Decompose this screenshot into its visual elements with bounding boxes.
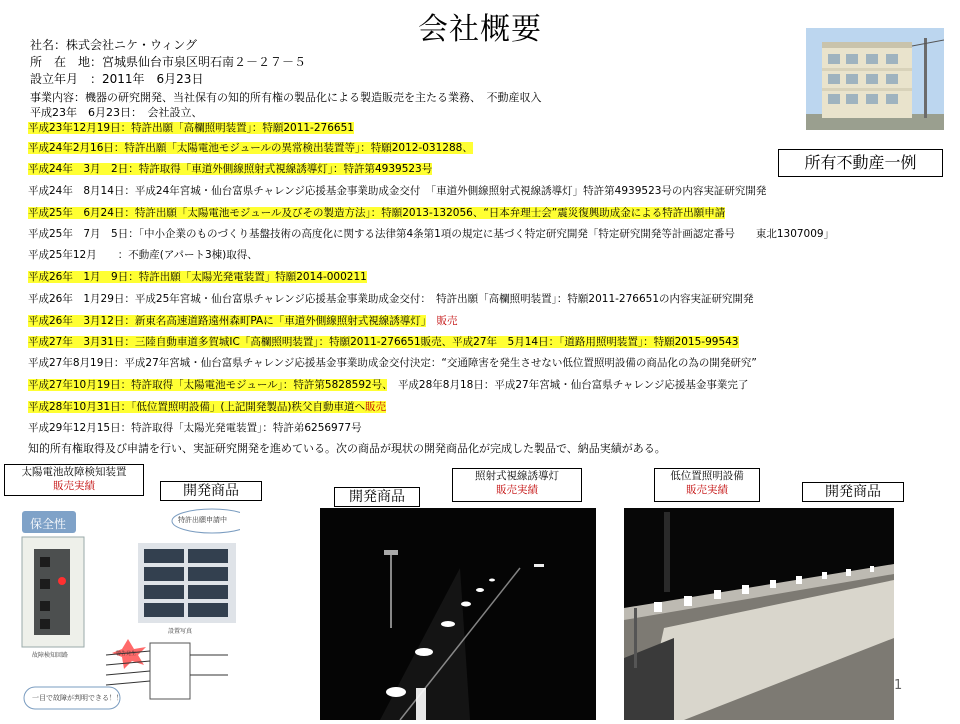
timeline-item-8: 平成26年 1月29日：平成25年宮城・仙台富県チャレンジ応援基金事業助成金交付： 特許出願「高欄照明装置」：特願2011-276651の内容実証研究開発 [28, 293, 754, 305]
founded-note: 平成23年 6月23日： 会社設立、 [30, 106, 203, 119]
timeline-item-0: 平成23年12月19日：特許出願「高欄照明装置」：特願2011-276651 [28, 122, 354, 134]
page-title: 会社概要 [418, 12, 542, 47]
safety-label: 保全性 [30, 517, 67, 531]
product-title: 低位置照明設備 [670, 470, 744, 482]
install-caption: 設置写真 [168, 628, 193, 635]
product-box-low-light [654, 468, 760, 502]
property-label: 所有不動産一例 [778, 149, 943, 177]
timeline-item-15: 知的所有権取得及び申請を行い、実証研究開発を進めている。次の商品が現状の開発商品化が完成した製品で、納品実績がある。 [28, 442, 666, 455]
dev-label-3: 開発商品 [802, 482, 904, 502]
timeline-item-11: 平成27年8月19日：平成27年宮城・仙台富県チャレンジ応援基金事業助成金交付決定：“交通障害を発生させない低位置照明設備の商品化の為の開発研究” [28, 357, 757, 369]
company-address: 所 在 地：宮城県仙台市泉区明石南２－２７－５ [30, 55, 307, 69]
product-status: 販売実績 [496, 484, 538, 496]
dev-label-2: 開発商品 [334, 487, 420, 507]
product-box-guide-light [452, 468, 582, 502]
product-title: 太陽電池故障検知装置 [21, 466, 127, 478]
product-title: 照射式視線誘導灯 [475, 470, 559, 482]
product-box-solar [4, 464, 144, 496]
timeline-item-4: 平成25年 6月24日：特許出願「太陽電池モジュール及びその製造方法」：特願2013-132056、“日本弁理士会”震災復興助成金による特許出願申請 [28, 207, 726, 219]
timeline-item-14: 平成29年12月15日：特許取得「太陽光発電装置」：特許弟6256977号 [28, 422, 362, 434]
timeline-item-3: 平成24年 8月14日：平成24年宮城・仙台富県チャレンジ応援基金事業助成金交付 「車道外側線照射式視線誘導灯」特許第4939523号の内容実証研究開発 [28, 185, 767, 197]
patent-bubble-label: 特許出願申請中 [178, 516, 227, 524]
company-business: 事業内容：機器の研究開発、当社保有の知的所有権の製品化による製造販売を主たる業務、 不動産収入 [30, 91, 542, 104]
timeline-item-9: 平成26年 3月12日：新東名高速道路遠州森町PAに「車道外側線照射式視線誘導灯」 販売 [28, 315, 458, 327]
company-name: 社名：株式会社ニケ・ウィング [30, 38, 198, 52]
dev-label-1: 開発商品 [160, 481, 262, 501]
timeline-item-1: 平成24年2月16日：特許出願「太陽電池モジュールの異常検出装置等」：特願2012-031288、 [28, 142, 473, 154]
product-status: 販売実績 [53, 480, 95, 492]
product-status: 販売実績 [686, 484, 728, 496]
timeline-item-5: 平成25年 7月 5日：「中小企業のものづくり基盤技術の高度化に関する法律第4条第1項の規定に基づく特定研究開発「特定研究開発等計画認定番号 東北1307009」 [28, 228, 835, 240]
guide-light-photo [320, 508, 596, 720]
timeline-item-12: 平成27年10月19日：特許取得「太陽電池モジュール」：特許第5828592号、 平成28年8月18日：平成27年宮城・仙台富県チャレンジ応援基金事業完了 [28, 379, 749, 391]
bottom-caption: 一目で故障が判明できる！！ [32, 694, 123, 702]
timeline-item-6: 平成25年12月 ：不動産(アパート3棟)取得、 [28, 249, 258, 261]
timeline-item-7: 平成26年 1月 9日：特許出願「太陽光発電装置」特願2014-000211 [28, 271, 367, 283]
timeline-item-2: 平成24年 3月 2日：特許取得「車道外側線照射式視線誘導灯」：特許第4939523号 [28, 163, 433, 175]
timeline-item-13: 平成28年10月31日：「低位置照明設備」(上記開発製品)秩父自動車道へ販売 [28, 401, 387, 413]
building-photo [806, 28, 944, 130]
low-light-photo [624, 508, 894, 720]
timeline-item-10: 平成27年 3月31日：三陸自動車道多賀城IC「高欄照明装置」：特願2011-276651販売、平成27年 5月14日：「道路用照明装置」：特願2015-99543 [28, 336, 739, 348]
circuit-caption: 故障検知回路 [32, 652, 69, 659]
solar-diagram [18, 505, 240, 720]
page-number: 1 [894, 678, 903, 693]
alarm-label: 警告発生 [116, 651, 137, 657]
company-established: 設立年月 ：2011年 6月23日 [30, 72, 204, 86]
